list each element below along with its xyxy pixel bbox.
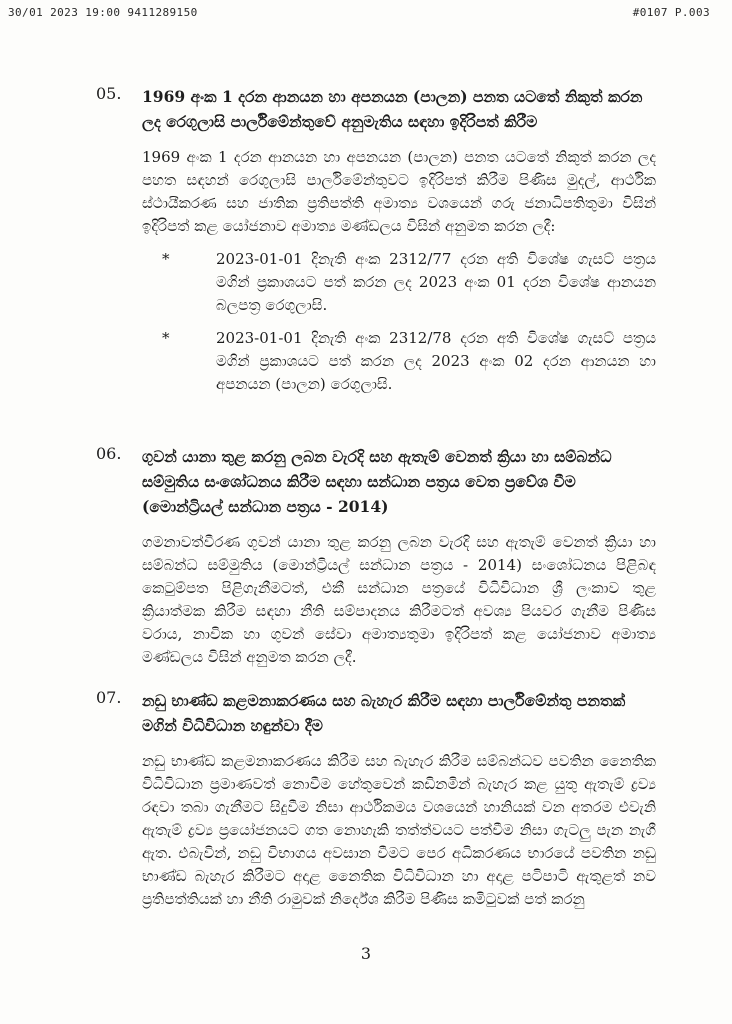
page-number: 3 [360,944,372,963]
item-number: 07. [96,688,122,707]
item-heading: 1969 අංක 1 දරන ආනයන හා අපනයන (පාලන) පනත යටතේ නිකුත් කරන ලද රෙගුලාසි පාර්ලිමේන්තුවේ අනුමැතිය සඳහා ඉදිරිපත් කිරීම [142,87,643,131]
item-heading: නඩු භාණ්ඩ කළමනාකරණය සහ බැහැර කිරීම සඳහා පාර්ලිමේන්තු පනතක් මගින් විධිවිධාන හඳුන්වා දීම [142,691,626,735]
bullet-text: 2023-01-01 දිනැති අංක 2312/78 දරන අති විශේෂ ගැසට් පත්‍රය මගින් ප්‍රකාශයට පත් කරන ලද 2023 අංක 02 දරන ආනයන හා අපනයන (පාලන) රෙගුලාසි. [216,329,656,393]
item-06 [96,444,656,669]
bullet-list [162,248,656,396]
fax-header-left: 30/01 2023 19:00 9411289150 [8,6,198,19]
list-item [162,327,656,396]
asterisk-bullet-icon: * [162,250,170,268]
item-paragraph: නඩු භාණ්ඩ කළමනාකරණය කිරීම සහ බැහැර කිරීම සම්බන්ධව පවතින නෛතික විධිවිධාන ප්‍රමාණවත් නොවීම හේතුවෙන් කඩිනමින් බැහැර කළ යුතු ඇතැම් ද්‍රව්‍ය රඳවා තබා ගැනීමට සිදුවීම නිසා ආර්ථිකමය වශයෙන් හානියක් වන අතරම එවැනි ඇතැම් ද්‍රව්‍ය ප්‍රයෝජනයට ගත නොහැකි තත්ත්වයට පත්වීම නිසා ගැටලු පැන නැගී ඇත. එබැවින්, නඩු විභාගය අවසාන වීමට පෙර අධිකරණය භාරයේ පවතින නඩු භාණ්ඩ බැහැර කිරීමට අදාළ නෛතික විධිවිධාන හා අදාළ පටිපාටි ඇතුළත් නව ප්‍රතිපත්තියක් හා නීති රාමුවක් නිර්දේශ කිරීම පිණිස කමිටුවක් පත් කරනු [142,752,656,908]
bullet-text: 2023-01-01 දිනැති අංක 2312/77 දරන අති විශේෂ ගැසට් පත්‍රය මගින් ප්‍රකාශයට පත් කරන ලද 2023 අංක 01 දරන විශේෂ ආනයන බලපත්‍ර රෙගුලාසි. [216,250,656,314]
item-number: 06. [96,444,122,463]
item-heading: ගුවන් යානා තුළ කරනු ලබන වැරදි සහ ඇතැම් වෙනත් ක්‍රියා හා සම්බන්ධ සම්මුතිය සංශෝධනය කිරීම සඳහා සන්ධාන පත්‍රය වෙත ප්‍රවේශ වීම (මොන්ට්‍රියල් සන්ධාන පත්‍රය - 2014) [142,447,612,516]
item-07 [96,688,656,911]
item-05 [96,84,656,406]
item-number: 05. [96,84,122,103]
item-paragraph: ගමනාවත්වීරණ ගුවන් යානා තුළ කරනු ලබන වැරදි සහ ඇතැම් වෙනත් ක්‍රියා හා සම්බන්ධ සම්මුතිය (මොන්ට්‍රියල් සන්ධාන පත්‍රය - 2014) සංශෝධනය පිළිබඳ කෙටුම්පත පිළිගැනීමටත්, එකී සන්ධාන පත්‍රයේ විධිවිධාන ශ්‍රී ලංකාව තුළ ක්‍රියාත්මක කිරීම සඳහා නීති සම්පාදනය කිරීමටත් අවශ්‍ය පියවර ගැනීම පිණිස වරාය, නාවික හා ගුවන් සේවා අමාත්‍යතුමා ඉදිරිපත් කළ යෝජනාව අමාත්‍ය මණ්ඩලය විසින් අනුමත කරන ලදී. [142,533,656,666]
fax-header-right: #0107 P.003 [632,6,710,19]
item-paragraph: 1969 අංක 1 දරන ආනයන හා අපනයන (පාලන) පනත යටතේ නිකුත් කරන ලද පහත සඳහන් රෙගුලාසි පාර්ලිමේන්තුවට ඉදිරිපත් කිරීම පිණිස මුදල්, ආර්ථික ස්ථායීකරණ සහ ජාතික ප්‍රතිපත්ති අමාත්‍ය වශයෙන් ගරු ජනාධිපතිතුමා විසින් ඉදිරිපත් කළ යෝජනාව අමාත්‍ය මණ්ඩලය විසින් අනුමත කරන ලදී: [142,148,656,235]
list-item [162,248,656,317]
asterisk-bullet-icon: * [162,329,170,347]
